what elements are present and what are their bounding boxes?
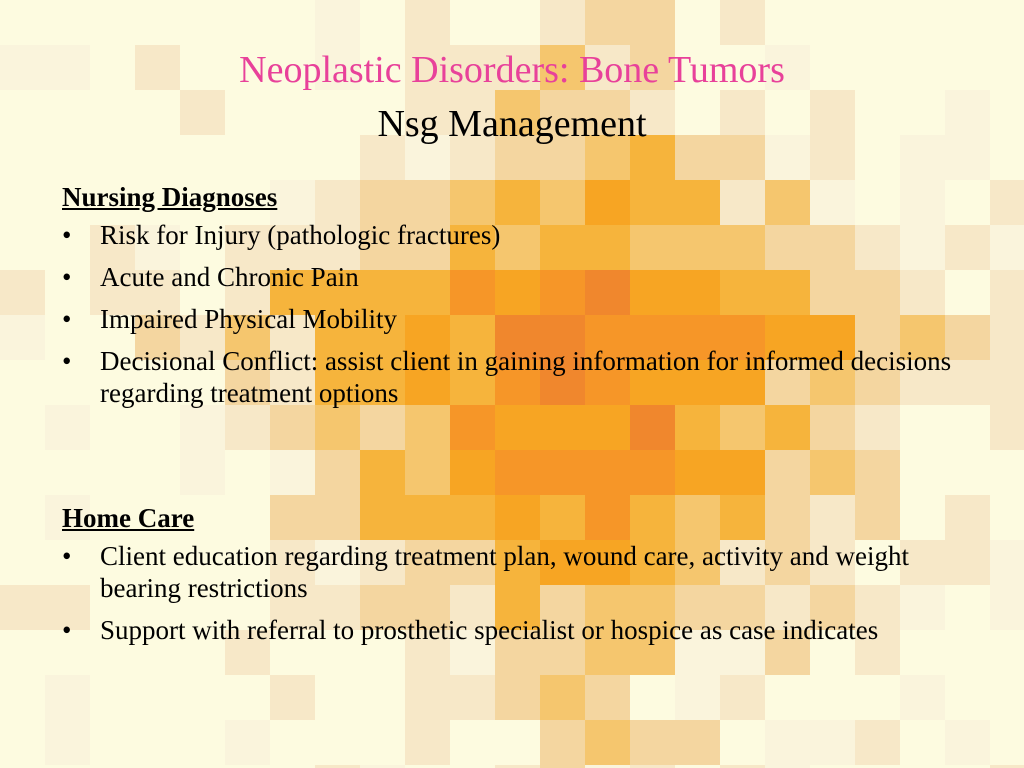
bullet-icon: •	[62, 262, 72, 292]
section-heading: Home Care	[62, 503, 195, 533]
bullet-icon: •	[62, 346, 72, 376]
list-item	[62, 540, 982, 604]
list-item-text: Support with referral to prosthetic specialist or hospice as case indicates	[100, 615, 879, 645]
list-item-text: Client education regarding treatment plan, wound care, activity and weight bearing restrictions	[100, 541, 909, 603]
section-heading: Nursing Diagnoses	[62, 182, 278, 212]
list-item	[62, 345, 982, 409]
bullet-icon: •	[62, 541, 72, 571]
slide-subtitle: Nsg Management	[377, 103, 647, 145]
list-item-text: Decisional Conflict: assist client in gaining information for informed decisions regarding treatment options	[100, 346, 952, 408]
list-item-text: Acute and Chronic Pain	[100, 262, 359, 292]
home-care-section	[62, 502, 982, 656]
list-item	[62, 219, 982, 251]
list-item-text: Impaired Physical Mobility	[100, 304, 397, 334]
bullet-icon: •	[62, 615, 72, 645]
list-item	[62, 614, 982, 646]
list-item	[62, 261, 982, 293]
list-item-text: Risk for Injury (pathologic fractures)	[100, 220, 501, 250]
nursing-diagnoses-section	[62, 181, 982, 419]
bullet-list	[62, 219, 982, 409]
slide-title: Neoplastic Disorders: Bone Tumors	[239, 49, 785, 91]
bullet-icon: •	[62, 220, 72, 250]
list-item	[62, 303, 982, 335]
bullet-list	[62, 540, 982, 646]
bullet-icon: •	[62, 304, 72, 334]
